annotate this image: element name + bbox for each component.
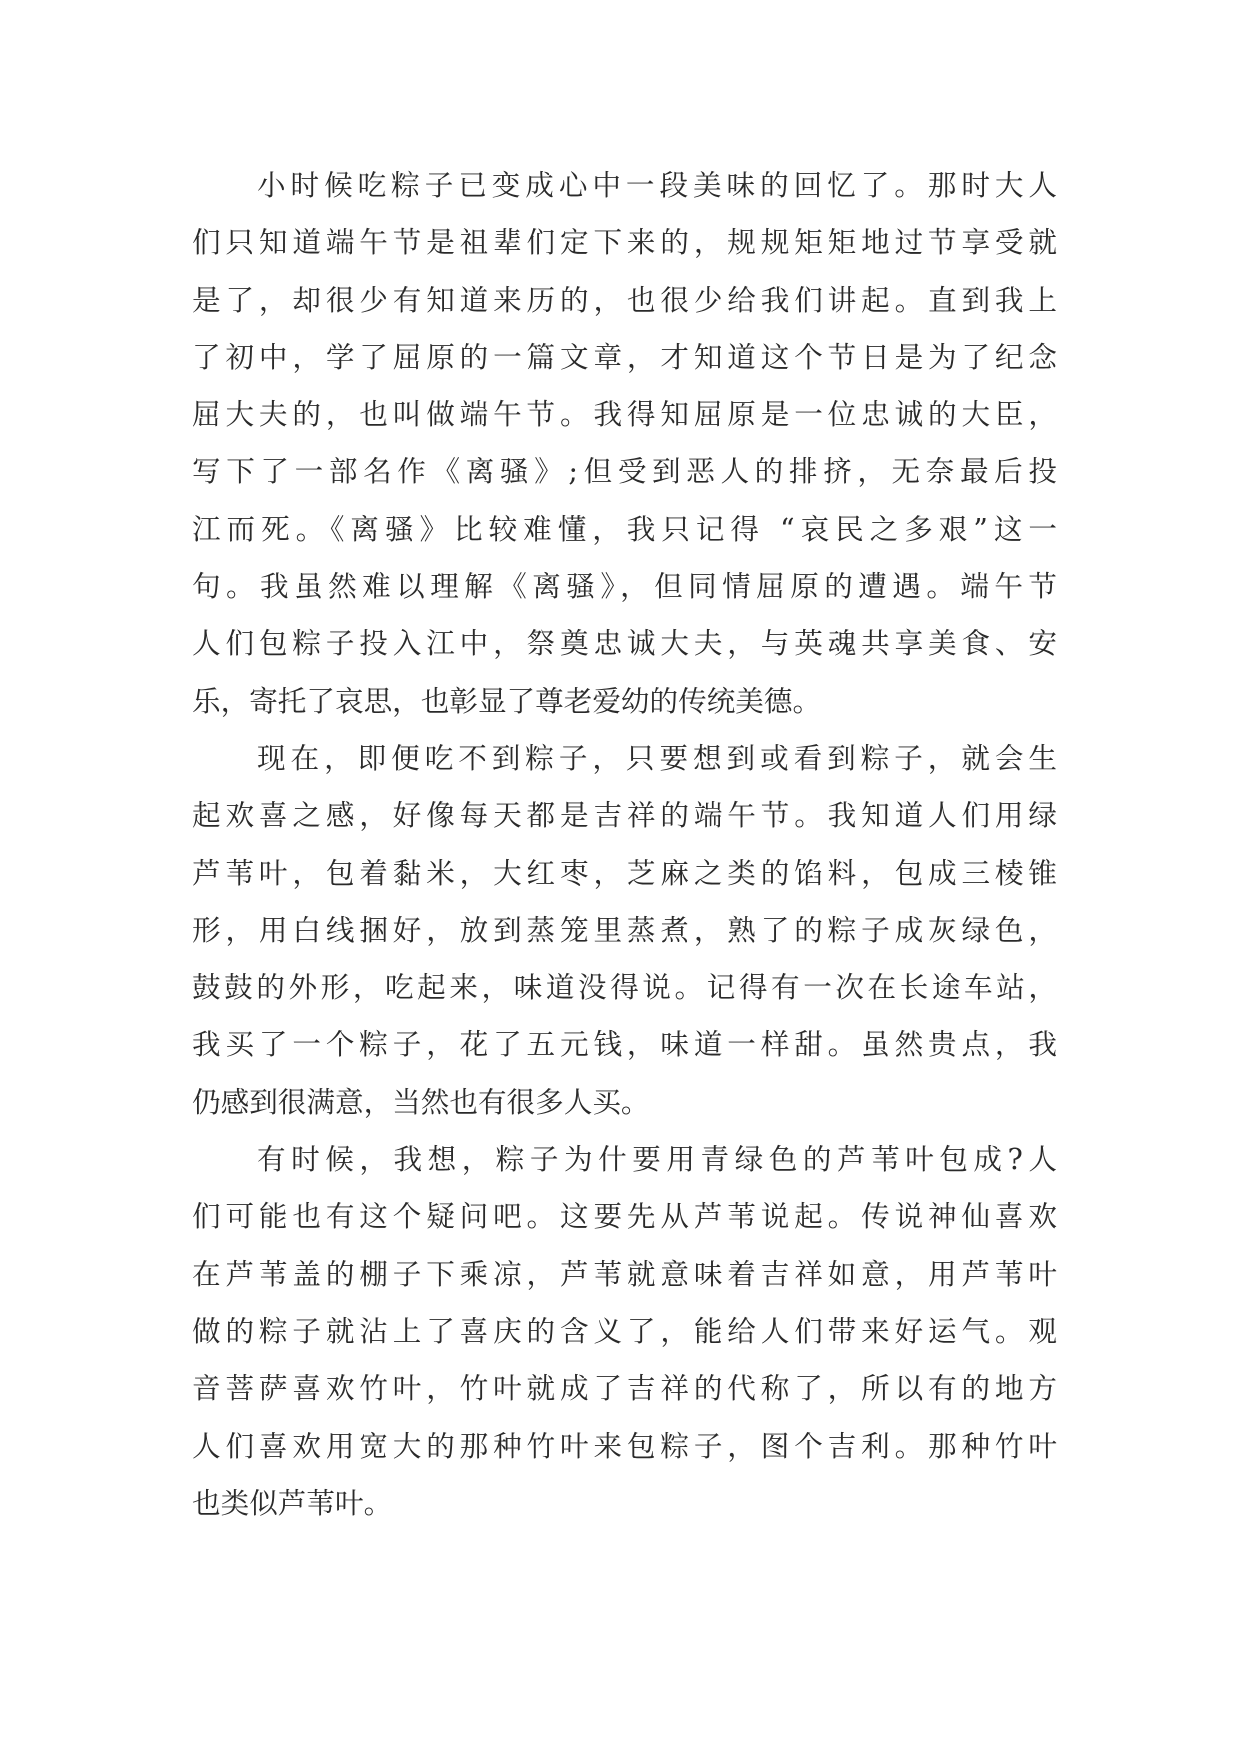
text-line: 芦苇叶，包着黏米，大红枣，芝麻之类的馅料，包成三棱锥 [192,855,1057,890]
text-line: 起欢喜之感，好像每天都是吉祥的端午节。我知道人们用绿 [192,798,1057,833]
text-line: 江而死。《离骚》比较难懂，我只记得 “哀民之多艰”这一 [192,511,1057,546]
text-line: 屈大夫的，也叫做端午节。我得知屈原是一位忠诚的大臣， [192,397,1057,432]
paragraph-1 [192,157,1057,730]
text-line: 了初中，学了屈原的一篇文章，才知道这个节日是为了纪念 [192,339,1057,374]
text-line: 有时候，我想，粽子为什要用青绿色的芦苇叶包成?人 [257,1142,1057,1177]
text-line: 小时候吃粽子已变成心中一段美味的回忆了。那时大人 [257,168,1057,202]
text-line: 鼓鼓的外形，吃起来，味道没得说。记得有一次在长途车站， [192,970,1057,1005]
text-line: 在芦苇盖的棚子下乘凉，芦苇就意味着吉祥如意，用芦苇叶 [192,1256,1057,1291]
text-line: 现在，即便吃不到粽子，只要想到或看到粽子，就会生 [257,740,1057,775]
text-line: 形，用白线捆好，放到蒸笼里蒸煮，熟了的粽子成灰绿色， [192,912,1057,947]
text-line: 音菩萨喜欢竹叶，竹叶就成了吉祥的代称了，所以有的地方 [192,1371,1057,1406]
text-line: 我买了一个粽子，花了五元钱，味道一样甜。虽然贵点，我 [192,1027,1057,1062]
text-line: 也类似芦苇叶。 [192,1485,393,1520]
document-body [192,157,1057,1532]
text-line: 们可能也有这个疑问吧。这要先从芦苇说起。传说神仙喜欢 [192,1199,1057,1234]
paragraph-2 [192,730,1057,1131]
text-line: 人们喜欢用宽大的那种竹叶来包粽子，图个吉利。那种竹叶 [192,1428,1057,1463]
paragraph-3 [192,1131,1057,1532]
text-line: 乐，寄托了哀思，也彰显了尊老爱幼的传统美德。 [192,683,822,718]
text-line: 是了，却很少有知道来历的，也很少给我们讲起。直到我上 [192,282,1057,317]
text-line: 仍感到很满意，当然也有很多人买。 [192,1084,650,1119]
text-line: 们只知道端午节是祖辈们定下来的，规规矩矩地过节享受就 [192,225,1057,260]
text-line: 人们包粽子投入江中，祭奠忠诚大夫，与英魂共享美食、安 [192,626,1057,661]
text-line: 写下了一部名作《离骚》;但受到恶人的排挤，无奈最后投 [192,454,1057,489]
text-line: 做的粽子就沾上了喜庆的含义了，能给人们带来好运气。观 [192,1313,1057,1348]
text-line: 句。我虽然难以理解《离骚》，但同情屈原的遭遇。端午节 [192,569,1057,604]
